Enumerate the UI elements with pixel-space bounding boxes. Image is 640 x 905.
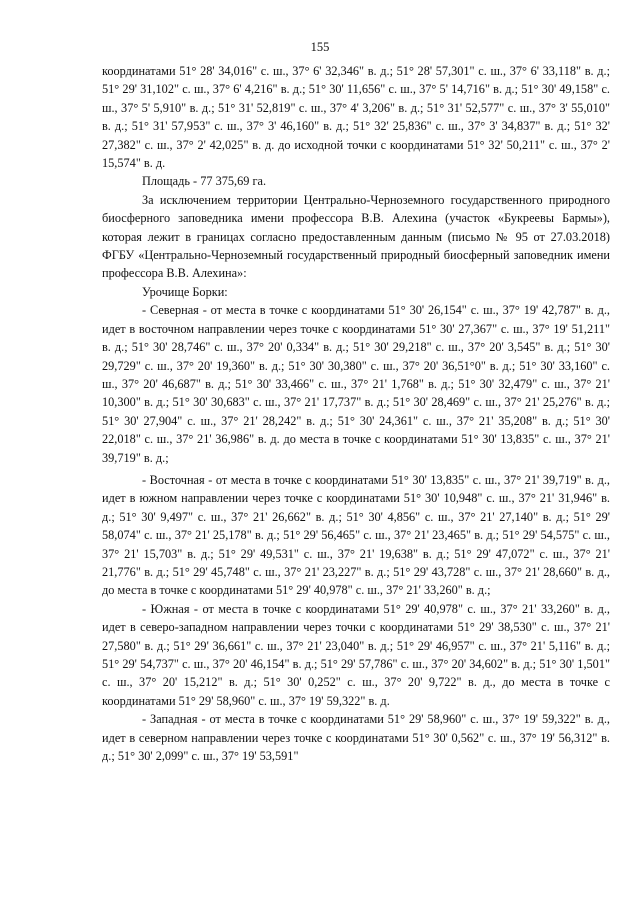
paragraph-east-boundary: - Восточная - от места в точке с координатами 51° 30' 13,835" с. ш., 37° 21' 39,719" в. д., идет в южном направлении через точке с координатами 51° 30' 10,948" с. ш., 37° 21' 31,946" в. д.; 51° 30' 9,497" с. ш., 37° 21' 26,662" в. д.; 51° 30' 4,856" с. ш., 37° 21' 27,140" в. д.; 51° 29' 58,074" с. ш., 37° 21' 25,178" в. д.; 51° 29' 56,465" с. ш., 37° 21' 23,465" в. д.; 51° 29' 54,575" с. ш., 37° 21' 15,703" в. д.; 51° 29' 49,531" с. ш., 37° 21' 19,638" в. д.; 51° 29' 47,072" с. ш., 37° 21' 21,776" в. д.; 51° 29' 45,748" с. ш., 37° 21' 23,227" в. д.; 51° 29' 43,728" с. ш., 37° 21' 28,660" в. д., до места в точке с координатами 51° 29' 40,978" с. ш., 37° 21' 33,260" в. д.; xyxy=(102,472,610,598)
paragraph-west-boundary: - Западная - от места в точке с координатами 51° 29' 58,960" с. ш., 37° 19' 59,322" в. д., идет в северном направлении через точке с координатами 51° 30' 0,562" с. ш., 37° 19' 56,312" в. д.; 51° 30' 2,099" с. ш., 37° 19' 53,591" xyxy=(102,712,610,764)
paragraph-exclusion: За исключением территории Центрально-Черноземного государственного природного биосферного заповедника имени профессора В.В. Алехина (участок «Букреевы Бармы»), которая лежит в границах согласно предоставленным данным (письмо № 95 от 27.03.2018) ФГБУ «Центрально-Черноземный государственный природный биосферный заповедник имени профессора В.В. Алехина»: xyxy=(102,192,610,281)
paragraph-coordinates-continued: координатами 51° 28' 34,016" с. ш., 37° 6' 32,346" в. д.; 51° 28' 57,301" с. ш., 37° 6' 33,118" в. д.; 51° 29' 31,102" с. ш., 37° 6' 4,216" в. д.; 51° 30' 11,656" с. ш., 37° 5' 14,716" в. д.; 51° 30' 49,158" с. ш., 37° 5' 5,910" в. д.; 51° 31' 52,819" с. ш., 37° 4' 3,206" в. д.; 51° 31' 52,577" с. ш., 37° 3' 55,010" в. д.; 51° 31' 57,953" с. ш., 37° 3' 46,160" в. д.; 51° 32' 25,836" с. ш., 37° 3' 34,837" в. д.; 51° 32' 27,382" с. ш., 37° 2' 42,025" в. д. до исходной точки с координатами 51° 32' 50,211" с. ш., 37° 2' 15,574" в. д. xyxy=(102,64,610,171)
paragraph-tract-heading: Урочище Борки: xyxy=(142,284,228,299)
document-body xyxy=(102,62,610,765)
page-number: 155 xyxy=(310,40,330,54)
paragraph-south-boundary: - Южная - от места в точке с координатами 51° 29' 40,978" с. ш., 37° 21' 33,260" в. д., идет в северо-западном направлении через точки с координатами 51° 29' 38,530" с. ш., 37° 21' 27,580" в. д.; 51° 29' 36,661" с. ш., 37° 21' 23,040" в. д.; 51° 29' 46,957" с. ш., 37° 21' 5,116" в. д.; 51° 29' 54,737" с. ш., 37° 20' 46,154" в. д.; 51° 29' 57,786" с. ш., 37° 20' 34,602" в. д.; 51° 30' 1,501" с. ш., 37° 20' 15,212" в. д.; 51° 30' 0,252" с. ш., 37° 20' 9,722" в. д., до места в точке с координатами 51° 29' 58,960" с. ш., 37° 19' 59,322" в. д. xyxy=(102,601,610,708)
paragraph-area: Площадь - 77 375,69 га. xyxy=(142,174,267,189)
paragraph-north-boundary: - Северная - от места в точке с координатами 51° 30' 26,154" с. ш., 37° 19' 42,787" в. д., идет в восточном направлении через точке с координатами 51° 30' 27,367" с. ш., 37° 19' 51,211" в. д.; 51° 30' 28,746" с. ш., 37° 20' 0,334" в. д.; 51° 30' 29,218" с. ш., 37° 20' 3,545" в. д.; 51° 30' 29,729" с. ш., 37° 20' 19,360" в. д.; 51° 30' 30,380" с. ш., 37° 20' 36,51°0" в. д.; 51° 30' 33,160" с. ш., 37° 20' 46,687" в. д.; 51° 30' 33,466" с. ш., 37° 21' 1,768" в. д.; 51° 30' 32,479" с. ш., 37° 21' 10,300" в. д.; 51° 30' 30,683" с. ш., 37° 21' 17,737" в. д.; 51° 30' 28,469" с. ш., 37° 21' 25,276" в. д.; 51° 30' 27,904" с. ш., 37° 21' 28,242" в. д.; 51° 30' 24,361" с. ш., 37° 21' 35,208" в. д.; 51° 30' 22,018" с. ш., 37° 21' 36,986" в. д. до места в точке с координатами 51° 30' 13,835" с. ш., 37° 21' 39,719" в. д.; xyxy=(102,303,610,465)
